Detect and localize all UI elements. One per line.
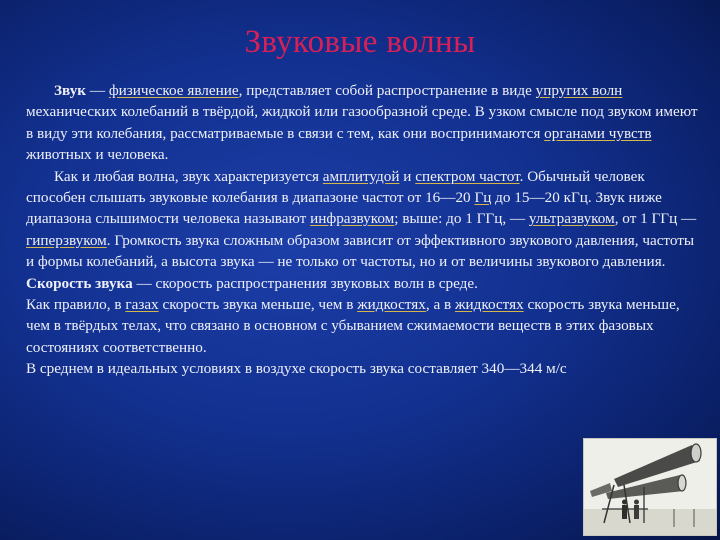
term-link[interactable]: газах: [125, 296, 159, 314]
text-run: В среднем в идеальных условиях в воздухе скорость звука составляет 340—344 м/с: [26, 360, 567, 378]
paragraph: [26, 273, 700, 294]
page-title: Звуковые волны: [244, 24, 476, 60]
slide-body: [26, 80, 700, 380]
paragraph: [26, 358, 700, 379]
text-run: и: [399, 167, 416, 185]
term-link[interactable]: спектром частот: [415, 167, 520, 185]
text-run: — скорость распространения звуковых волн в среде.: [132, 274, 478, 292]
text-run: до 15—20 кГц. Звук ниже диапазона слышимости человека называют: [26, 189, 662, 228]
text-run: Как правило, в: [26, 296, 126, 314]
text-run: , а в: [425, 296, 455, 314]
term-bold: Скорость звука: [26, 274, 133, 292]
text-run: скорость звука меньше, чем в твёрдых телах, что связано в основном с убыванием сжимаемости веществ в этих фазовых состояниях соответственно.: [26, 296, 680, 356]
paragraph: [26, 166, 700, 273]
text-run: ; выше: до 1 ГГц, —: [394, 210, 529, 228]
term-link[interactable]: амплитудой: [322, 167, 400, 185]
paragraph: [26, 294, 700, 358]
term-link[interactable]: упругих волн: [535, 82, 623, 99]
text-run: , от 1 ГГц —: [614, 210, 697, 228]
term-link[interactable]: физическое явление: [108, 82, 239, 99]
term-link[interactable]: Гц: [474, 189, 492, 207]
term-link[interactable]: инфразвуком: [310, 210, 395, 228]
text-run: механических колебаний в твёрдой, жидкой или газообразной среде. В узком смысле под звуком имеют в виду эти колебания, рассматриваемые в связи с тем, как они воспринимаются: [26, 103, 698, 142]
text-run: скорость звука меньше, чем в: [158, 296, 358, 314]
acoustic-horns-illustration: [584, 439, 716, 535]
term-link[interactable]: жидкостях: [357, 296, 426, 314]
text-run: . Обычный человек способен слышать звуковые колебания в диапазоне частот от 16—20: [26, 167, 645, 207]
text-run: . Громкость звука сложным образом зависит от эффективного звукового давления, частоты и формы колебаний, а высота звука — не только от частоты, но и от величины звукового давления.: [26, 231, 695, 271]
term-link[interactable]: гиперзвуком: [26, 231, 107, 249]
text-run: , представляет собой распространение в виде: [238, 82, 536, 99]
paragraph: [26, 80, 700, 166]
acoustic-horns-photo: [583, 438, 717, 536]
term-link[interactable]: органами чувств: [544, 124, 652, 142]
term-link[interactable]: ультразвуком: [528, 210, 615, 228]
text-run: животных и человека.: [26, 146, 169, 164]
term-bold: Звук: [54, 82, 87, 99]
term-link[interactable]: жидкостях: [454, 296, 524, 314]
text-run: —: [86, 82, 109, 99]
text-run: Как и любая волна, звук характеризуется: [54, 167, 323, 185]
